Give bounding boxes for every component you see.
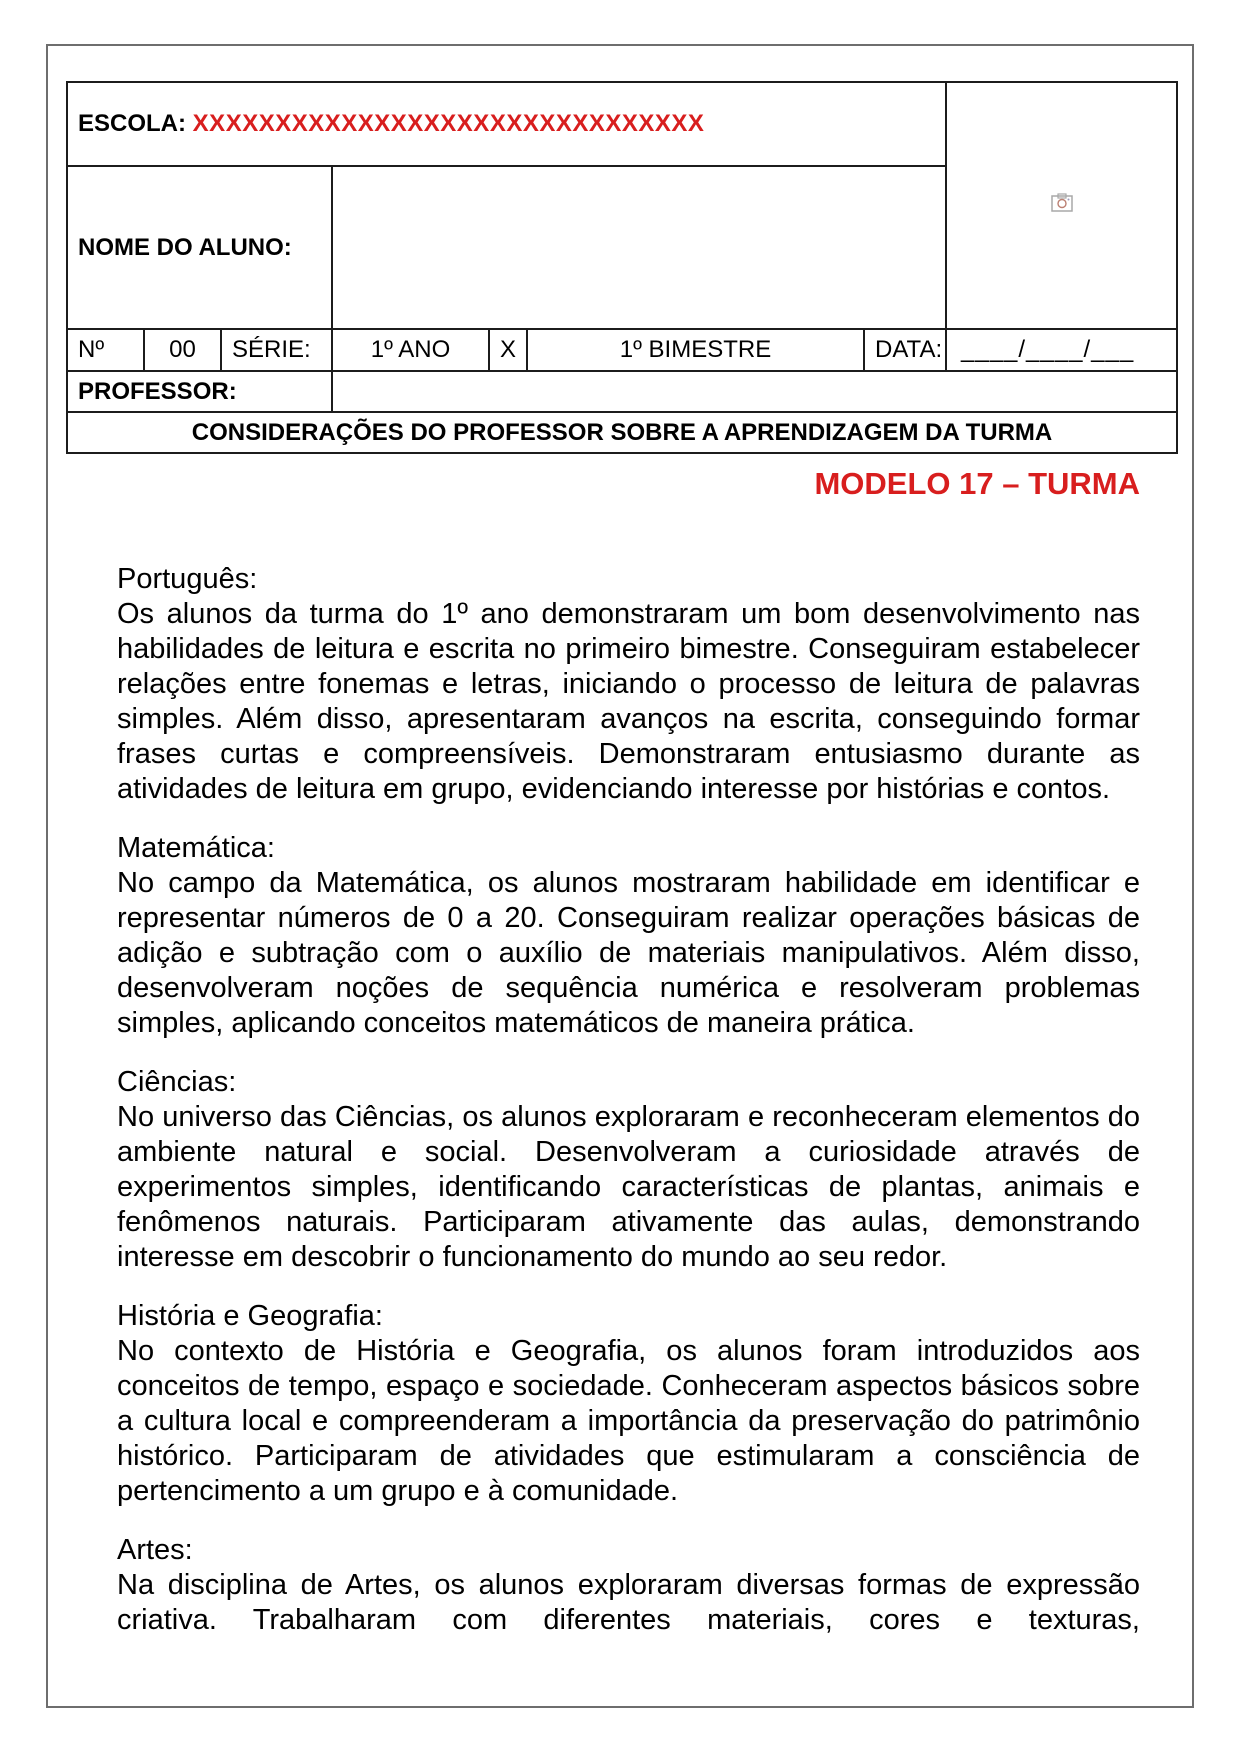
- nome-aluno-label-cell: NOME DO ALUNO:: [67, 166, 332, 329]
- numero-value-cell: 00: [144, 329, 221, 371]
- section-artes: [117, 1533, 1140, 1638]
- professor-label-cell: PROFESSOR:: [67, 371, 332, 412]
- serie-marker-cell: X: [489, 329, 527, 371]
- model-tag: MODELO 17 – TURMA: [814, 466, 1140, 501]
- section-heading: Ciências:: [117, 1066, 237, 1098]
- section-paragraph: No contexto de História e Geografia, os alunos foram introduzidos aos conceitos de tempo, espaço e sociedade. Conheceram aspectos básicos sobre a cultura local e compreenderam a importância da preservação do patrimônio histórico. Participaram de atividades que estimularam a consciência de pertencimento a um grupo e à comunidade.: [117, 1335, 1140, 1507]
- section-paragraph: Os alunos da turma do 1º ano demonstraram um bom desenvolvimento nas habilidades de leitura e escrita no primeiro bimestre. Conseguiram estabelecer relações entre fonemas e letras, iniciando o processo de leitura de palavras simples. Além disso, apresentaram avanços na escrita, conseguindo formar frases curtas e compreensíveis. Demonstraram entusiasmo durante as atividades de leitura em grupo, evidenciando interesse por histórias e contos.: [117, 598, 1140, 805]
- data-value-cell[interactable]: ____/____/___: [946, 329, 1177, 371]
- section-heading: História e Geografia:: [117, 1300, 383, 1332]
- section-ciencias: [117, 1065, 1140, 1275]
- nome-aluno-value-cell[interactable]: [332, 166, 946, 329]
- bimestre-cell: 1º BIMESTRE: [527, 329, 864, 371]
- header-table: [66, 81, 1178, 454]
- section-heading: Artes:: [117, 1534, 193, 1566]
- section-paragraph: Na disciplina de Artes, os alunos exploraram diversas formas de expressão criativa. Trabalharam com diferentes materiais, cores e texturas,: [117, 1569, 1140, 1636]
- section-heading: Português:: [117, 563, 258, 595]
- data-label-cell: DATA:: [864, 329, 946, 371]
- section-portugues: [117, 562, 1140, 807]
- section-matematica: [117, 831, 1140, 1041]
- teacher-considerations-text: [117, 562, 1140, 1662]
- section-heading: Matemática:: [117, 832, 275, 864]
- table-title: CONSIDERAÇÕES DO PROFESSOR SOBRE A APRENDIZAGEM DA TURMA: [67, 412, 1177, 453]
- professor-value-cell[interactable]: [332, 371, 1177, 412]
- numero-label-cell: Nº: [67, 329, 144, 371]
- logo-cell: [946, 82, 1177, 329]
- embedded-image-placeholder-icon: [1051, 192, 1073, 220]
- section-historia-geografia: [117, 1299, 1140, 1509]
- escola-cell: [67, 82, 946, 166]
- escola-value-redacted: XXXXXXXXXXXXXXXXXXXXXXXXXXXXXXX: [192, 110, 705, 137]
- serie-value-cell: 1º ANO: [332, 329, 489, 371]
- section-paragraph: No campo da Matemática, os alunos mostraram habilidade em identificar e representar números de 0 a 20. Conseguiram realizar operações básicas de adição e subtração com o auxílio de materiais manipulativos. Além disso, desenvolveram noções de sequência numérica e resolveram problemas simples, aplicando conceitos matemáticos de maneira prática.: [117, 867, 1140, 1039]
- serie-label-cell: SÉRIE:: [221, 329, 332, 371]
- escola-label: ESCOLA:: [78, 110, 186, 137]
- section-paragraph: No universo das Ciências, os alunos exploraram e reconheceram elementos do ambiente natural e social. Desenvolveram a curiosidade através de experimentos simples, identificando características de plantas, animais e fenômenos naturais. Participaram ativamente das aulas, demonstrando interesse em descobrir o funcionamento do mundo ao seu redor.: [117, 1101, 1140, 1273]
